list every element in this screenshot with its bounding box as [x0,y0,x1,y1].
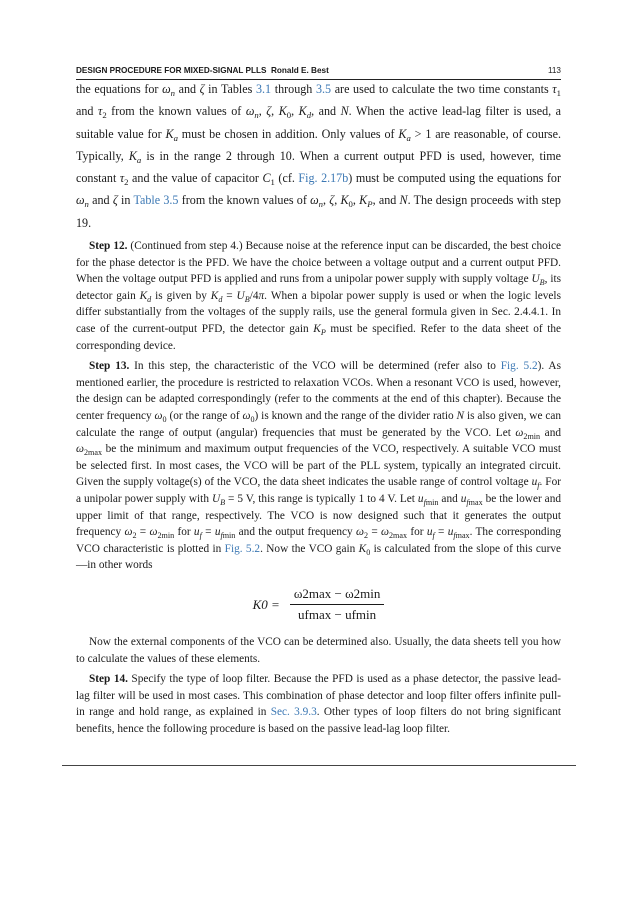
equation-lhs: K0 = [252,596,280,612]
paragraph-continuation: the equations for $\omega_n$ and ζ in Tables 3.1 through 3.5 are used to calculate the two time constants $\tau_1$ and $\tau_2$ from the known values of $\omega_n$, ζ, $K_0$, $K_d$, and N. When the active lead-lag filter is used, a suitable value for $K_a$ must be chosen in addition. Only values of $K_a > 1$ are reasonable, of course. Typically, $K_a$ is in the range 2 through 10. When a current output PFD is used, however, time constant $\tau_2$ and the value of capacitor $C_1$ (cf. Fig. 2.17b) must be computed using the equations for $\omega_n$ and ζ in Table 3.5 from the known values of $\omega_n$, ζ, $K_0$, $K_P$, and N. The design proceeds with step 19. [76,82,562,230]
paragraph-step-14: Step 14. Specify the type of loop filter. Because the PFD is used as a phase detector, the passive lead-lag filter will be used in most cases. This combination of phase detector and loop filter offers infinite pull-in range and hold range, as explained in Sec. 3.9.3. Other types of loop filters do not bring significant benefits, hence the following procedure is based on the passive lead-lag loop filter. [76,673,561,735]
equation-denominator: ufmax − ufmin [298,607,377,623]
fig-5-2-link[interactable]: Fig. 5.2 [500,360,538,373]
running-header [76,64,561,78]
vco-gain-equation [76,580,561,630]
equation-numerator: ω2max − ω2min [290,586,385,605]
fig-2-17b-link[interactable]: Fig. 2.17b [298,171,349,186]
header-author: Ronald E. Best [271,66,329,75]
table-3-1-link[interactable]: 3.1 [255,82,272,96]
step-12-label: Step 12. [89,240,128,253]
footer-rule [62,765,576,766]
paragraph-step-13: Step 13. In this step, the characteristic of the VCO will be determined (refer also to Fig. 5.2). As mentioned earlier, the procedure is restricted to relaxation VCOs. When a resonant VCO is used, however, the design can be adapted correspondingly (refer to the comments at the end of this chapter). Because the center frequency $\omega_0$ (or the range of $\omega_0$) is known and the range of the divider ratio N is also given, we can calculate the range of output (angular) frequencies that must be generated by the VCO. Let $\omega_{2min}$ and $\omega_{2max}$ be the minimum and maximum output frequencies of the VCO, respectively. A suitable VCO must be selected first. In most cases, the VCO will be part of the PLL system, typically an integrated circuit. Given the supply voltage(s) of the VCO, the data sheet indicates the usable range of control voltage $u_f$. For a unipolar power supply with $U_B = 5$ V, this range is typically 1 to 4 V. Let $u_{fmin}$ and $u_{fmax}$ be the lower and upper limit of that range, respectively. The VCO is now designed such that it generates the output frequency $\omega_2 = \omega_{2min}$ for $u_f = u_{fmin}$ and the output frequency $\omega_2 = \omega_{2max}$ for $u_f = u_{fmax}$. The corresponding VCO characteristic is plotted in Fig. 5.2. Now the VCO gain $K_0$ is calculated from the slope of this curve—in other words [76,360,562,572]
table-3-5-link[interactable]: 3.5 [315,82,332,96]
step-13-label: Step 13. [89,360,130,373]
page-number: 113 [547,66,561,75]
header-title: DESIGN PROCEDURE FOR MIXED-SIGNAL PLLS [76,66,267,75]
table-3-5-ref-link[interactable]: Table 3.5 [133,193,179,208]
sec-3-9-3-link[interactable]: Sec. 3.9.3 [270,706,317,719]
step-14-label: Step 14. [89,673,128,686]
page-body [76,78,561,738]
equation-fraction [290,586,385,623]
fig-5-2-link-2[interactable]: Fig. 5.2 [224,542,261,555]
paragraph-external-components: Now the external components of the VCO can be determined also. Usually, the data sheets tell you how to calculate the values of these elements. [76,635,561,665]
paragraph-step-12: Step 12. (Continued from step 4.) Because noise at the reference input can be discarded, the best choice for the phase detector is the PFD. We have the choice between a voltage output and a current output PFD. When the voltage output PFD is applied and runs from a unipolar power supply with supply voltage $U_B$, its detector gain $K_d$ is given by $K_d = U_B/4\pi$. When a bipolar power supply is used or when the logic levels differ substantially from the voltages of the supply rails, use the general formula given in Sec. 2.4.4.1. In case of the current-output PFD, the detector gain $K_P$ must be specified. Refer to the data sheet of the corresponding device. [76,240,562,352]
